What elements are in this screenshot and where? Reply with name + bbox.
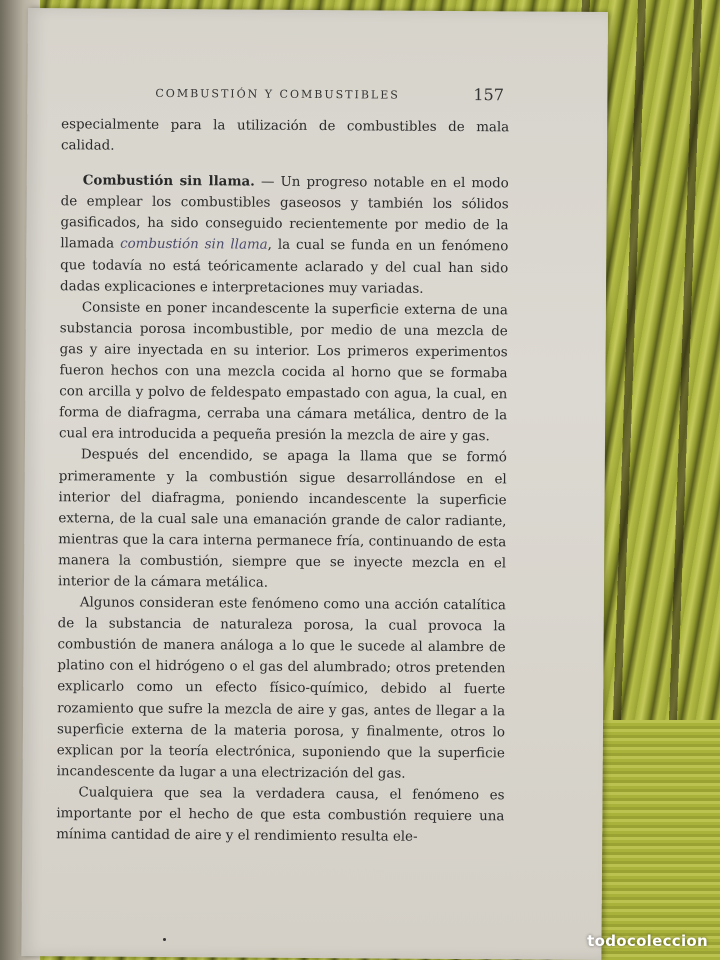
paragraph: Cualquiera que sea la verdadera causa, el fenómeno es importante por el hecho de que esta combustión requiere una mínima cantidad de aire y el rendimiento resulta ele- [56, 785, 505, 845]
paragraph-text: , la cual se funda en un fenómeno que todavía no está teóricamente aclarado y del cual han sido dadas explicaciones e interpretaciones muy variadas. [60, 238, 509, 297]
paragraph-text: — Un progreso notable en el modo de emplear los combustibles gaseosos y también los sólidos gasificados, ha sido conseguido recientemente por medio de la llamada [60, 174, 509, 253]
page-number: 157 [473, 85, 505, 105]
ink-dot [163, 938, 166, 941]
page-header [27, 82, 587, 116]
body-text [56, 114, 509, 848]
paragraph-continuation: especialmente para la utilización de combustibles de mala calidad. [60, 117, 510, 154]
paragraph: Consiste en poner incandescente la superficie externa de una substancia porosa incombustible, por medio de una mezcla de gas y aire inyectada en su interior. Los primeros experimentos fueron hechos con una mezcla cocida al horno que se formaba con arcilla y polvo de feldespato empastado con agua, la cual, en forma de diafragma, cerraba una cámara metálica, dentro de la cual era introducida a pequeña presión la mezcla de aire y gas. [58, 300, 508, 445]
paragraph: Después del encendido, se apaga la llama que se formó primeramente y la combustión sigue desarrollándose en el interior del diafragma, poniendo incandescente la superficie externa, de la cual sale una emanación grande de calor radiante, mientras que la cara interna permanece fría, continuando de esta manera la combustión, siempre que se inyecte mezcla en el interior de la cámara metálica. [57, 447, 507, 591]
paragraph-combustion-sin-llama [60, 170, 509, 300]
running-head: COMBUSTIÓN Y COMBUSTIBLES [155, 86, 400, 102]
watermark: todocoleccion [587, 932, 708, 950]
paragraph: Algunos consideran este fenómeno como una acción catalítica de la substancia de naturaleza porosa, la cual provoca la combustión de manera análoga a lo que le sucede al alambre de platino con el hidrógeno o el gas del alumbrado; otros pretenden explicarlo como un efecto físico-químico, debido al fuerte rozamiento que sufre la mezcla de aire y gas, antes de llegar a la superficie externa de la materia porosa, y finalmente, otros lo explican por la teoría electrónica, suponiendo que la superficie incandescente da lugar a una electrización del gas. [56, 595, 506, 782]
section-run-in-heading: Combustión sin llama. [82, 172, 255, 190]
book-page [21, 8, 608, 960]
italic-term: combustión sin llama [120, 237, 268, 254]
